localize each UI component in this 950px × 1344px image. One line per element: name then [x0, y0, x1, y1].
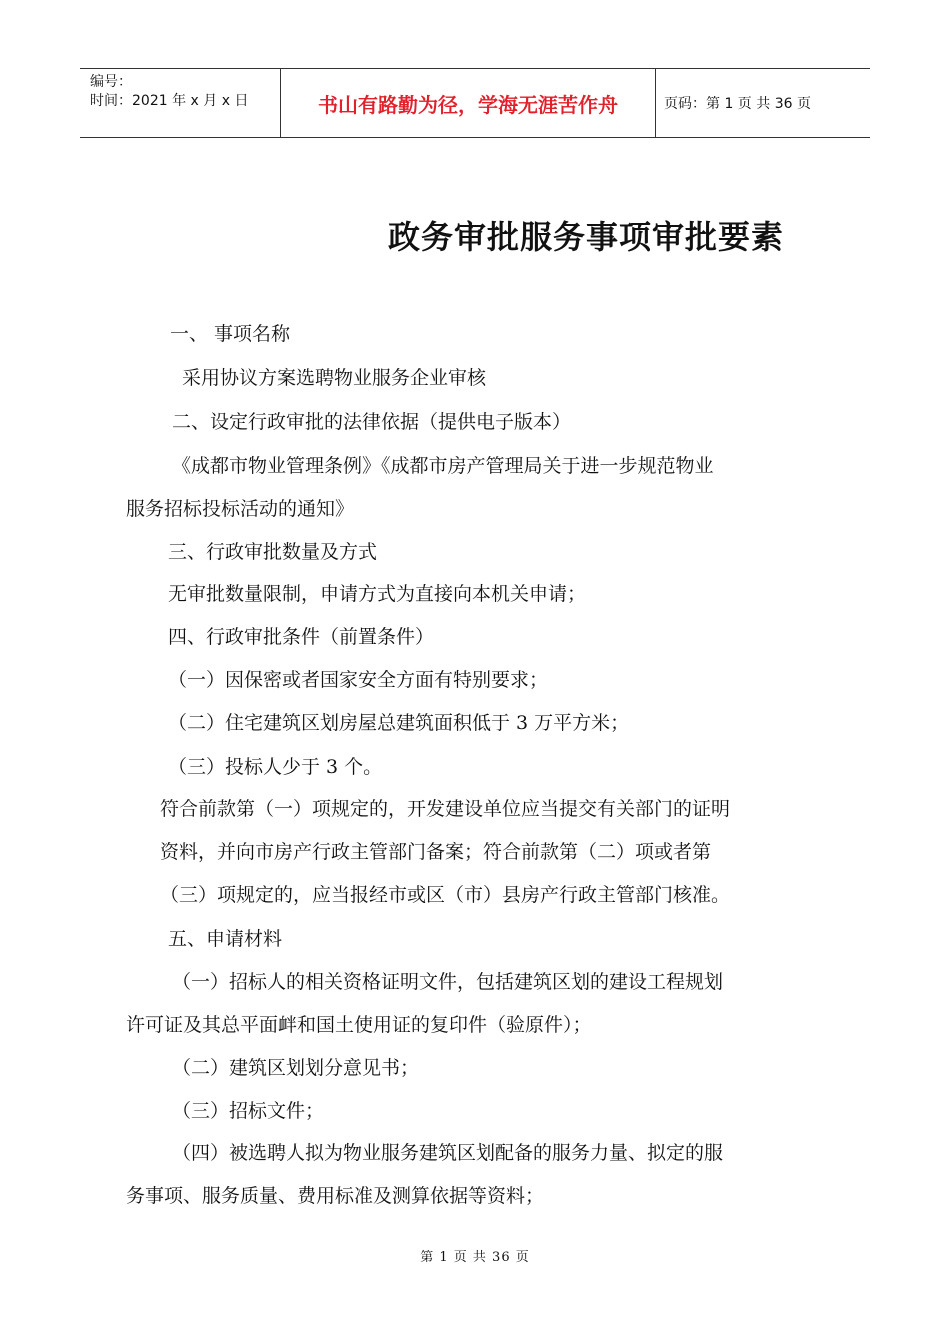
page-footer: 第 1 页 共 36 页 — [420, 1250, 530, 1265]
header-meta — [80, 69, 280, 137]
document-title: 政务审批服务事项审批要素 — [388, 218, 785, 256]
body-line: （二）建筑区划划分意见书； — [172, 1057, 420, 1079]
body-line: 符合前款第（一）项规定的，开发建设单位应当提交有关部门的证明 — [160, 798, 731, 820]
body-line: （三）投标人少于 3 个。 — [168, 756, 383, 778]
body-line: （一）招标人的相关资格证明文件，包括建筑区划的建设工程规划 — [172, 971, 724, 993]
time-label: 时间：2021 年 x 月 x 日 — [90, 93, 249, 109]
code-label: 编号： — [90, 74, 132, 90]
body-line: 服务招标投标活动的通知》 — [126, 498, 355, 520]
body-line: （一）因保密或者国家安全方面有特别要求； — [168, 669, 549, 691]
header-motto: 书山有路勤为径，学海无涯苦作舟 — [280, 69, 656, 137]
body-line: （二）住宅建筑区划房屋总建筑面积低于 3 万平方米； — [168, 712, 630, 734]
body-line: 三、行政审批数量及方式 — [168, 541, 378, 563]
document-header — [80, 68, 870, 138]
header-page-info: 页码：第 1 页 共 36 页 — [664, 96, 811, 112]
body-line: 一、 事项名称 — [170, 323, 291, 345]
body-line: 采用协议方案选聘物业服务企业审核 — [182, 367, 487, 389]
body-line: （四）被选聘人拟为物业服务建筑区划配备的服务力量、拟定的服 — [172, 1142, 724, 1164]
body-line: 无审批数量限制，申请方式为直接向本机关申请； — [168, 583, 587, 605]
body-line: 务事项、服务质量、费用标准及测算依据等资料； — [126, 1185, 545, 1207]
body-line: 《成都市物业管理条例》《成都市房产管理局关于进一步规范物业 — [172, 455, 714, 477]
body-line: 五、申请材料 — [168, 928, 283, 950]
body-line: （三）项规定的，应当报经市或区（市）县房产行政主管部门核准。 — [160, 884, 731, 906]
body-line: 资料，并向市房产行政主管部门备案；符合前款第（二）项或者第 — [160, 841, 712, 863]
body-line: 四、行政审批条件（前置条件） — [168, 626, 435, 648]
body-line: 二、设定行政审批的法律依据（提供电子版本） — [172, 411, 572, 433]
body-line: 许可证及其总平面衅和国土使用证的复印件（验原件）； — [126, 1014, 592, 1036]
body-line: （三）招标文件； — [172, 1100, 325, 1122]
